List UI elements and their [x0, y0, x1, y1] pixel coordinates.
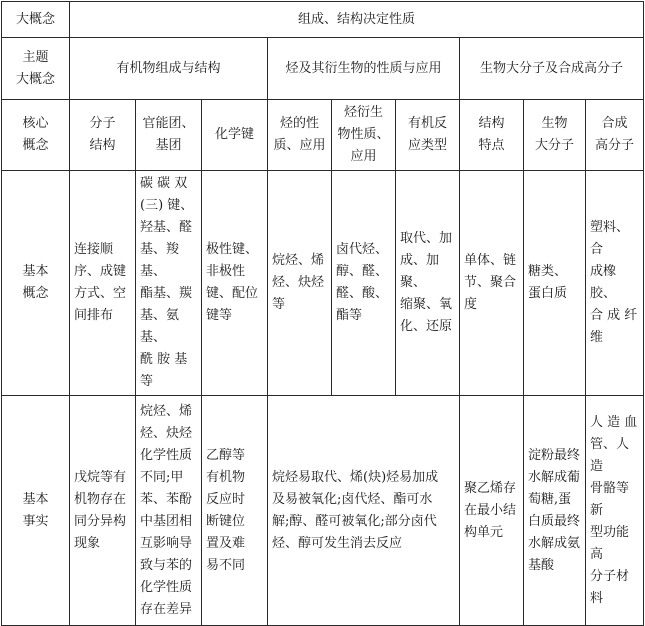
core-synthetic-polymers: 合成 高分子 — [586, 100, 644, 171]
core-structure-features: 结构 特点 — [460, 100, 524, 171]
core-chemical-bonds: 化学键 — [202, 100, 268, 171]
concept-hydrocarbons: 烷烃、烯 烃、炔烃 等 — [268, 171, 332, 396]
fact-polyethylene-unit: 聚乙烯存 在最小结 构单元 — [460, 396, 524, 626]
concept-molecular-structure: 连接顺 序、成键 方式、空 间排布 — [70, 171, 136, 396]
row-label-basic-concepts: 基本 概念 — [2, 171, 70, 396]
row-label-big-concept: 大概念 — [2, 2, 70, 38]
core-reaction-types: 有机反 应类型 — [396, 100, 460, 171]
core-hydrocarbon-properties: 烃的性 质、应用 — [268, 100, 332, 171]
concept-structure-features: 单体、链 节、聚合 度 — [460, 171, 524, 396]
topic-hydrocarbon-derivatives: 烃及其衍生物的性质与应用 — [268, 38, 460, 100]
fact-bond-breaking: 乙醇等 有机物 反应时 断键位 置及难 易不同 — [202, 396, 268, 626]
basic-facts-row — [2, 396, 644, 626]
row-label-core: 核心 概念 — [2, 100, 70, 171]
row-label-topic: 主题 大概念 — [2, 38, 70, 100]
concept-table — [1, 1, 644, 626]
topic-organic-structure: 有机物组成与结构 — [70, 38, 268, 100]
concept-derivatives: 卤代烃、 醇、醛、 醛、酸、 酯等 — [332, 171, 396, 396]
header-row — [2, 2, 644, 38]
core-concept-row — [2, 100, 644, 171]
fact-hydrolysis: 淀粉最终 水解成葡 萄糖,蛋 白质最终 水解成氨 基酸 — [524, 396, 586, 626]
concept-biomacromolecules: 糖类、 蛋白质 — [524, 171, 586, 396]
topic-row — [2, 38, 644, 100]
core-biomacromolecules: 生物 大分子 — [524, 100, 586, 171]
topic-biomacromolecules-polymers: 生物大分子及合成高分子 — [460, 38, 644, 100]
concept-synthetic-polymers: 塑料、合 成橡胶、 合 成 纤 维 — [586, 171, 644, 396]
row-label-basic-facts: 基本 事实 — [2, 396, 70, 626]
big-concept-title: 组成、结构决定性质 — [70, 2, 644, 38]
fact-functional-materials: 人 造 血 管、人造 骨骼等新 型功能高 分子材料 — [586, 396, 644, 626]
core-derivative-properties: 烃衍生 物性质、 应用 — [332, 100, 396, 171]
basic-concepts-row — [2, 171, 644, 396]
core-molecular-structure: 分子 结构 — [70, 100, 136, 171]
concept-reaction-types: 取代、加 成、加聚、 缩聚、氧 化、还原 — [396, 171, 460, 396]
core-functional-groups: 官能团、 基团 — [136, 100, 202, 171]
concept-functional-groups: 碳 碳 双 (三) 键、 羟基、醛 基、羧基、 酯基、羰 基、氨基、 酰 胺 基 等 — [136, 171, 202, 396]
fact-isomerism: 戊烷等有 机物存在 同分异构 现象 — [70, 396, 136, 626]
fact-group-interaction: 烷烃、烯 烃、炔烃 化学性质 不同;甲 苯、苯酚 中基团相 互影响导 致与苯的 化学性质 存在差异 — [136, 396, 202, 626]
concept-chemical-bonds: 极性键、 非极性 键、配位 键等 — [202, 171, 268, 396]
fact-reaction-behaviors: 烷烃易取代、烯(炔)烃易加成 及易被氧化;卤代烃、酯可水 解;醇、醛可被氧化;部分卤代 烃、醇可发生消去反应 — [268, 396, 460, 626]
